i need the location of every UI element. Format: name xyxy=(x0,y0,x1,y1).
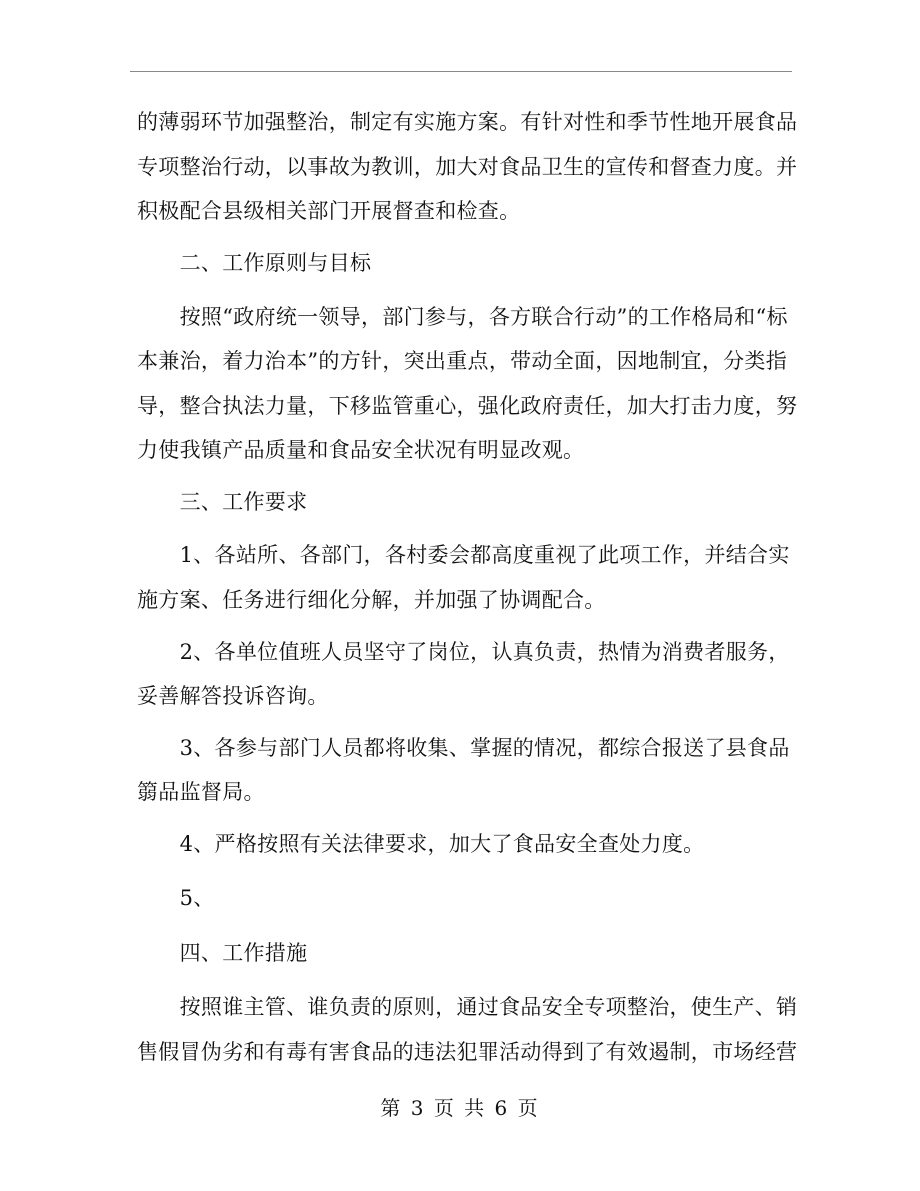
text-line: 篛品监督局。 xyxy=(137,780,265,804)
text-line: 积极配合县级相关部门开展督查和检查。 xyxy=(137,199,521,223)
section-heading: 三、工作要求 xyxy=(137,490,308,514)
list-item: 5、 xyxy=(137,886,215,910)
section-heading: 二、工作原则与目标 xyxy=(137,251,372,275)
list-item: 1、各站所、各部门，各村委会都高度重视了此项工作，并结合实 xyxy=(137,543,790,567)
text-line: 专项整治行动，以事故为教训，加大对食品卫生的宣传和督查力度。并 xyxy=(137,155,798,179)
text-line: 力使我镇产品质量和食品安全状况有明显改观。 xyxy=(137,438,585,462)
text-line: 妥善解答投诉咨询。 xyxy=(137,684,329,708)
text-line: 的薄弱环节加强整治，制定有实施方案。有针对性和季节性地开展食品 xyxy=(137,110,798,134)
list-item: 3、各参与部门人员都将收集、掌握的情况，都综合报送了县食品 xyxy=(137,736,790,760)
text-line: 按照“政府统一领导，部门参与，各方联合行动”的工作格局和“标 xyxy=(137,305,788,329)
text-line: 本兼治，着力治本”的方针，突出重点，带动全面，因地制宜，分类指 xyxy=(137,349,788,373)
section-heading: 四、工作措施 xyxy=(137,941,308,965)
page-number: 第 3 页 共 6 页 xyxy=(380,1096,540,1120)
list-item: 2、各单位值班人员坚守了岗位，认真负责，热情为消费者服务， xyxy=(137,640,790,664)
text-line: 导，整合执法力量，下移监管重心，强化政府责任，加大打击力度，努 xyxy=(137,394,798,418)
header-rule xyxy=(130,71,792,72)
text-line: 按照谁主管、谁负责的原则，通过食品安全专项整治，使生产、销 xyxy=(137,995,798,1019)
list-item: 4、严格按照有关法律要求，加大了食品安全查处力度。 xyxy=(137,832,705,856)
text-line: 施方案、任务进行细化分解，并加强了协调配合。 xyxy=(137,588,606,612)
text-line: 售假冒伪劣和有毒有害食品的违法犯罪活动得到了有效遏制，市场经营 xyxy=(137,1040,798,1064)
